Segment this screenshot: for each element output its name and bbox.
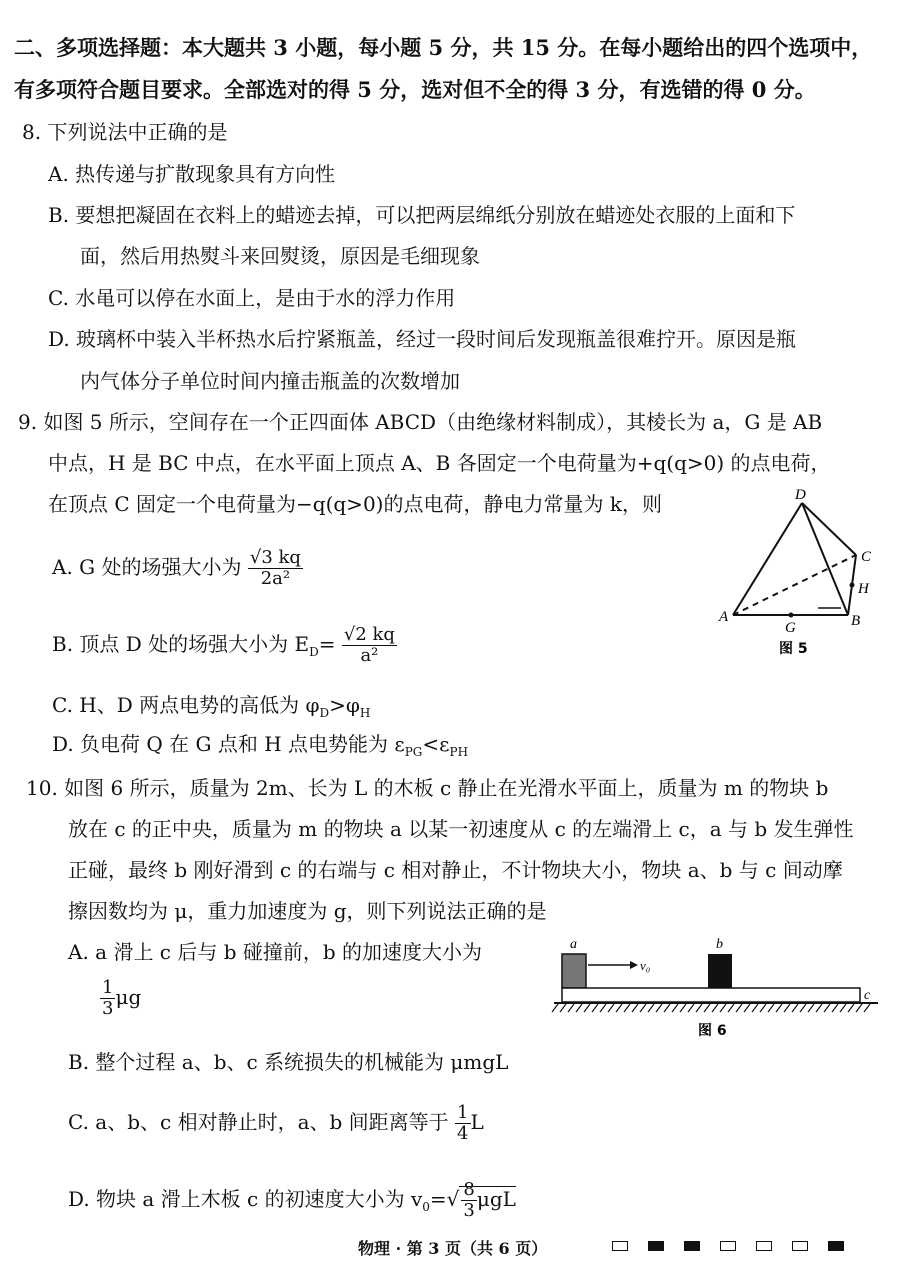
q9-stem-line1: 9. 如图 5 所示，空间存在一个正四面体 ABCD（由绝缘材料制成），其棱长为 a，G 是 AB bbox=[18, 410, 823, 434]
q9-option-d-sub2: PH bbox=[449, 745, 469, 759]
q9-option-a-denominator: 2a² bbox=[260, 568, 291, 589]
q8-option-d-line2: 内气体分子单位时间内撞击瓶盖的次数增加 bbox=[80, 369, 460, 393]
figure-5-label-a: A bbox=[719, 609, 729, 625]
q9-option-b-fraction bbox=[342, 625, 397, 666]
q9-option-a-text: A. G 处的场强大小为 bbox=[52, 555, 242, 579]
q10-option-d-sub: 0 bbox=[422, 1200, 430, 1214]
footer-mark bbox=[612, 1241, 628, 1251]
q9-option-b bbox=[52, 625, 397, 667]
q9-option-c-sub1: D bbox=[319, 706, 330, 720]
q10-option-a-denominator: 3 bbox=[102, 998, 114, 1019]
q9-option-a bbox=[52, 548, 303, 589]
q10-option-c-fraction bbox=[455, 1103, 470, 1144]
q10-option-d-fraction bbox=[461, 1180, 476, 1221]
q10-stem-line2: 放在 c 的正中央，质量为 m 的物块 a 以某一初速度从 c 的左端滑上 c，a 与 b 发生弹性 bbox=[68, 817, 854, 841]
q8-option-d-line1: D. 玻璃杯中装入半杯热水后拧紧瓶盖，经过一段时间后发现瓶盖很难拧开。原因是瓶 bbox=[48, 327, 797, 351]
q9-stem-line3: 在顶点 C 固定一个电荷量为−q(q>0)的点电荷，静电力常量为 k，则 bbox=[48, 492, 662, 516]
q9-option-c bbox=[52, 690, 370, 728]
page-footer: 物理 · 第 3 页（共 6 页） bbox=[358, 1239, 548, 1258]
q9-option-b-numerator: √2 kq bbox=[343, 624, 395, 645]
figure-5-label-g: G bbox=[785, 620, 796, 636]
q9-option-d-sub1: PG bbox=[404, 745, 423, 759]
q8-stem: 8. 下列说法中正确的是 bbox=[22, 120, 228, 144]
q9-option-c-text: C. H、D 两点电势的高低为 φ bbox=[52, 693, 320, 717]
q10-option-d-root bbox=[459, 1179, 516, 1221]
figure-6-caption: 图 6 bbox=[698, 1023, 727, 1039]
q10-option-c-text: C. a、b、c 相对静止时，a、b 间距离等于 bbox=[68, 1110, 449, 1134]
footer-mark bbox=[720, 1241, 736, 1251]
figure-6-board bbox=[548, 932, 888, 1044]
q9-option-d-text: D. 负电荷 Q 在 G 点和 H 点电势能为 ε bbox=[52, 732, 405, 756]
footer-mark bbox=[648, 1241, 664, 1251]
q9-option-c-mid: >φ bbox=[329, 693, 360, 717]
q10-option-d-denominator: 3 bbox=[463, 1200, 475, 1221]
section-header-line2: 有多项符合题目要求。全部选对的得 5 分，选对但不全的得 3 分，有选错的得 0 分。 bbox=[14, 77, 816, 102]
footer-mark bbox=[756, 1241, 772, 1251]
q8-option-b-line2: 面，然后用热熨斗来回熨烫，原因是毛细现象 bbox=[80, 244, 480, 268]
q10-stem-line1: 10. 如图 6 所示，质量为 2m、长为 L 的木板 c 静止在光滑水平面上，质量为 m 的物块 b bbox=[26, 776, 829, 800]
q10-option-a-text: A. a 滑上 c 后与 b 碰撞前，b 的加速度大小为 bbox=[68, 940, 483, 964]
q9-option-c-sub2: H bbox=[359, 706, 371, 720]
q9-option-a-fraction bbox=[248, 548, 303, 589]
q10-option-a-numerator: 1 bbox=[102, 977, 114, 998]
q10-option-c-post: L bbox=[470, 1110, 484, 1134]
figure-5-label-d: D bbox=[795, 487, 806, 503]
figure-6-label-b: b bbox=[716, 937, 723, 952]
q10-option-c bbox=[68, 1103, 484, 1144]
q10-option-c-denominator: 4 bbox=[457, 1123, 469, 1144]
figure-6-label-a: a bbox=[570, 937, 577, 952]
footer-mark bbox=[684, 1241, 700, 1251]
q8-option-b-line1: B. 要想把凝固在衣料上的蜡迹去掉，可以把两层绵纸分别放在蜡迹处衣服的上面和下 bbox=[48, 203, 796, 227]
figure-5-label-b: B bbox=[851, 613, 861, 629]
q8-option-a: A. 热传递与扩散现象具有方向性 bbox=[48, 162, 336, 186]
figure-6-label-c: c bbox=[864, 988, 871, 1003]
q9-option-a-numerator: √3 kq bbox=[249, 547, 301, 568]
figure-5-caption: 图 5 bbox=[779, 641, 808, 657]
q10-option-a-post: μg bbox=[115, 985, 142, 1009]
q10-option-a-value bbox=[100, 978, 141, 1019]
q10-option-d-numerator: 8 bbox=[463, 1179, 475, 1200]
q8-option-c: C. 水黾可以停在水面上，是由于水的浮力作用 bbox=[48, 286, 456, 310]
q10-option-d bbox=[68, 1180, 516, 1222]
q9-option-b-eq: = bbox=[318, 632, 336, 656]
q10-stem-line4: 擦因数均为 μ，重力加速度为 g，则下列说法正确的是 bbox=[68, 899, 547, 923]
q10-option-d-eq: = bbox=[429, 1187, 447, 1211]
q9-option-d-mid: <ε bbox=[422, 732, 450, 756]
q9-option-d bbox=[52, 729, 468, 767]
figure-6-block-b bbox=[708, 954, 732, 988]
figure-5-label-c: C bbox=[861, 549, 872, 565]
q10-stem-line3: 正碰，最终 b 刚好滑到 c 的右端与 c 相对静止，不计物块大小，物块 a、b 与 c 间动摩 bbox=[68, 858, 843, 882]
q9-option-b-text: B. 顶点 D 处的场强大小为 E bbox=[52, 632, 310, 656]
footer-mark bbox=[828, 1241, 844, 1251]
footer-mark bbox=[792, 1241, 808, 1251]
figure-6-board-c bbox=[562, 988, 860, 1002]
figure-6-label-v0: v₀ bbox=[640, 958, 651, 973]
figure-5-tetrahedron bbox=[715, 485, 885, 660]
q10-option-d-text: D. 物块 a 滑上木板 c 的初速度大小为 v bbox=[68, 1187, 423, 1211]
q9-option-b-denominator: a² bbox=[360, 645, 379, 666]
q9-stem-line2: 中点，H 是 BC 中点，在水平面上顶点 A、B 各固定一个电荷量为+q(q>0) 的点电荷， bbox=[48, 451, 831, 475]
q9-option-b-sub: D bbox=[309, 645, 319, 659]
figure-6-block-a bbox=[562, 954, 586, 988]
q10-option-a-fraction bbox=[100, 978, 115, 1019]
q10-option-d-post: μgL bbox=[476, 1187, 516, 1211]
q10-option-b: B. 整个过程 a、b、c 系统损失的机械能为 μmgL bbox=[68, 1050, 509, 1074]
figure-5-label-h: H bbox=[858, 581, 869, 597]
q10-option-c-numerator: 1 bbox=[457, 1102, 469, 1123]
q10-option-d-radical: √ bbox=[446, 1187, 460, 1211]
section-header-line1: 二、多项选择题：本大题共 3 小题，每小题 5 分，共 15 分。在每小题给出的四个选项中， bbox=[14, 35, 873, 60]
